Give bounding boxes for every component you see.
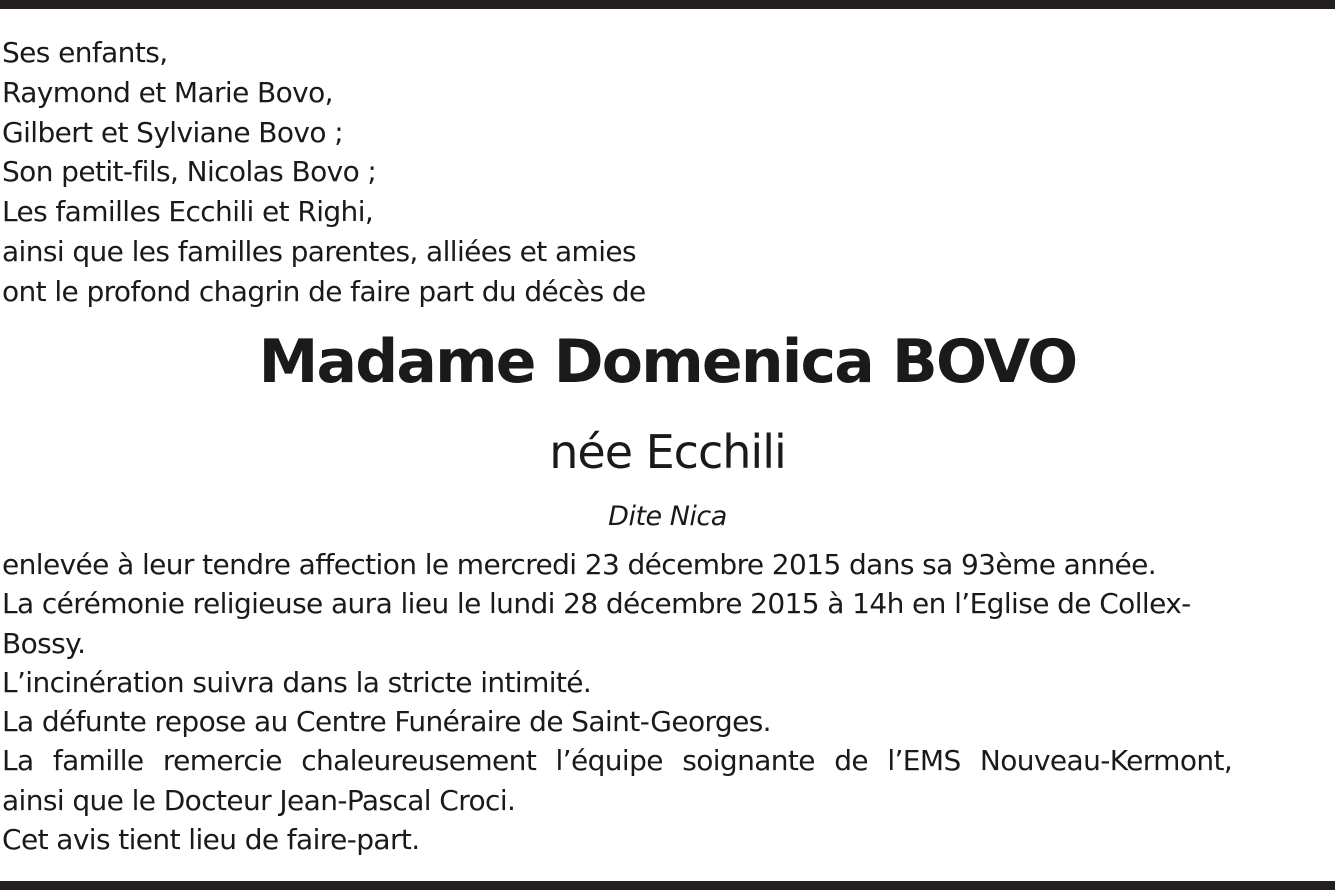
body-line: Bossy.: [2, 626, 86, 660]
intro-line: Son petit-fils, Nicolas Bovo ;: [2, 155, 377, 189]
body-line: La cérémonie religieuse aura lieu le lundi 28 décembre 2015 à 14h en l’Eglise de Collex-: [2, 587, 1191, 621]
intro-line: ainsi que les familles parentes, alliées et amies: [2, 234, 637, 268]
body-line: La famille remercie chaleureusement l’équipe soignante de l’EMS Nouveau-Kermont,: [2, 744, 1233, 778]
intro-line: Les familles Ecchili et Righi,: [2, 195, 374, 229]
announcement-intro: [2, 33, 1332, 312]
body-line: L’incinération suivra dans la stricte intimité.: [2, 665, 592, 699]
body-line: enlevée à leur tendre affection le mercredi 23 décembre 2015 dans sa 93ème année.: [2, 548, 1157, 581]
top-rule: [0, 0, 1335, 9]
deceased-name: Madame Domenica BOVO: [258, 327, 1077, 397]
body-line: Cet avis tient lieu de faire-part.: [2, 823, 420, 857]
nickname: Dite Nica: [608, 501, 727, 532]
bottom-rule: [0, 881, 1335, 890]
body-line: La défunte repose au Centre Funéraire de Saint-Georges.: [2, 705, 771, 739]
intro-line: Raymond et Marie Bovo,: [2, 75, 333, 109]
announcement-body: [2, 545, 1333, 859]
maiden-name: née Ecchili: [549, 425, 786, 479]
intro-line: Ses enfants,: [2, 36, 168, 69]
intro-line: ont le profond chagrin de faire part du décès de: [2, 274, 646, 308]
body-line: ainsi que le Docteur Jean-Pascal Croci.: [2, 783, 516, 817]
intro-line: Gilbert et Sylviane Bovo ;: [2, 115, 344, 149]
